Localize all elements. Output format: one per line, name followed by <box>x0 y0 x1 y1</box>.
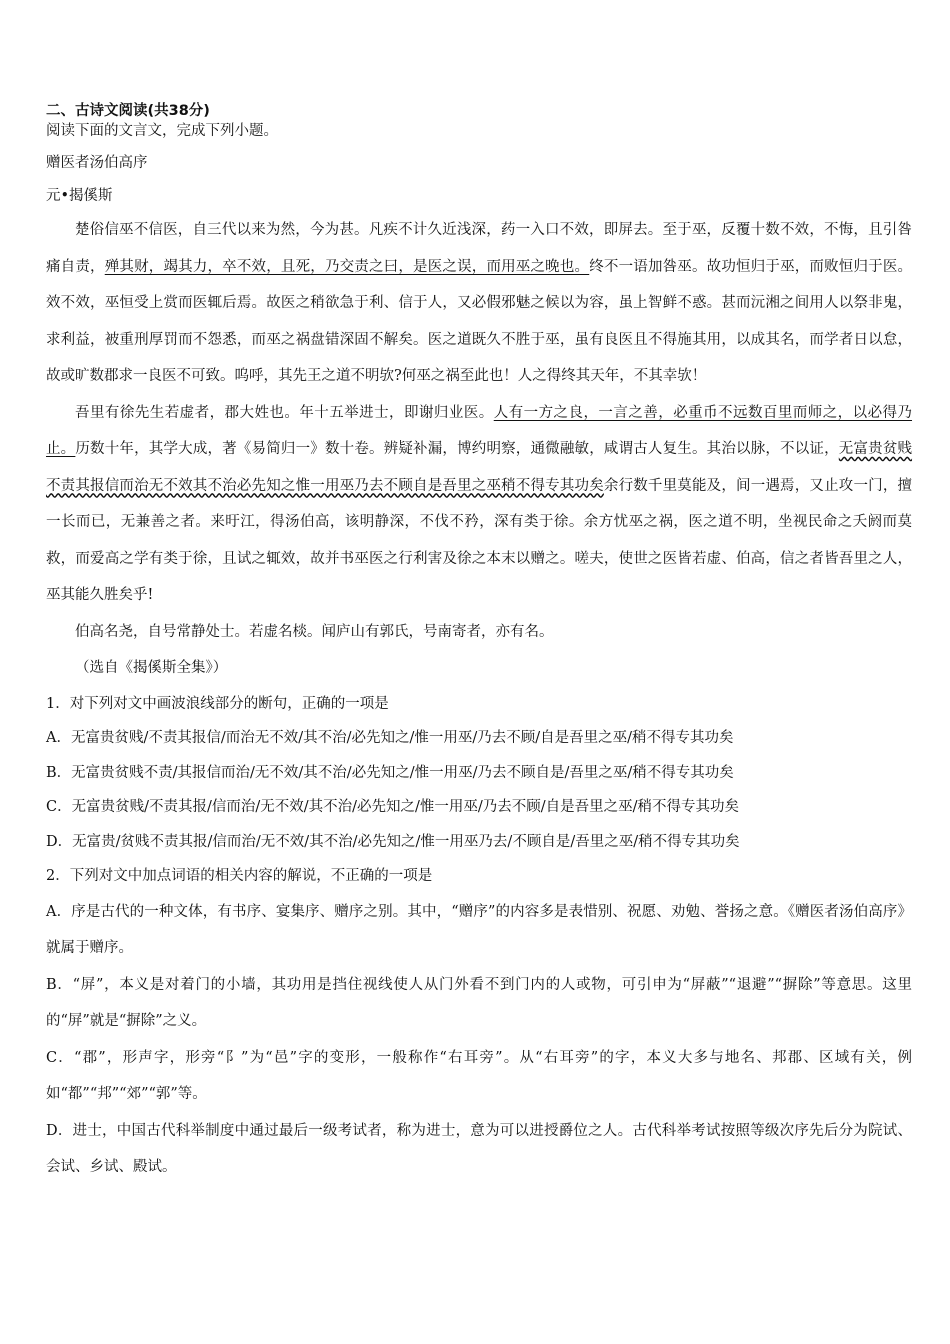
paragraph-1 <box>46 212 912 395</box>
paragraph-2 <box>46 395 912 614</box>
section-title: 二、古诗文阅读(共38分) <box>46 103 210 119</box>
question-1-option-c: C．无富贵贫贱/不责其报/信而治/无不效/其不治/必先知之/惟一用巫/乃去不顾/自是吾里之巫/稍不得专其功矣 <box>46 799 740 815</box>
question-2 <box>46 859 912 1186</box>
question-1-option-b: B．无富贵贫贱不责/其报信而治/无不效/其不治/必先知之/惟一用巫/乃去不顾自是/吾里之巫/稍不得专其功矣 <box>46 764 734 781</box>
question-1-stem: 1．对下列对文中画波浪线部分的断句，正确的一项是 <box>46 695 389 712</box>
underlined-sentence-1: 殚其财，竭其力，卒不效，且死，乃交责之曰，是医之误，而用巫之晚也。 <box>104 258 590 275</box>
question-1-option-a: A．无富贵贫贱/不责其报信/而治无不效/其不治/必先知之/惟一用巫/乃去不顾/自是吾里之巫/稍不得专其功矣 <box>46 730 734 746</box>
question-2-option-d: D．进士，中国古代科举制度中通过最后一级考试者，称为进士，意为可以进授爵位之人。古代科举考试按照等级次序先后分为院试、会试、乡试、殿试。 <box>46 1122 912 1175</box>
article-author: 元•揭傒斯 <box>46 188 113 204</box>
article-title: 赠医者汤伯高序 <box>46 155 148 171</box>
wavy-underlined-passage: 无富贵贫贱不责其报信而治无不效其不治必先知之惟一用巫乃去不顾自是吾里之巫稍不得专其功矣 <box>46 441 913 494</box>
paragraph-1-text-b: 终不一语加咎巫。故功恒归于巫，而败恒归于医。效不效，巫恒受上赏而医辄后焉。故医之稍欲急于利、信于人，又必假邪魅之候以为容，虽上智鲜不惑。甚而沅湘之间用人以祭非鬼，求利益，被重刑厚罚而不怨悉，而巫之祸盘错深固不解矣。医之道既久不胜于巫，虽有良医且不得施其用，以成其名，而学者日以怠，故或旷数郡求一良医不可致。呜呼，其先王之道不明欤?何巫之祸至此也！人之得终其天年，不其幸欤！ <box>46 258 913 384</box>
paragraph-2-text-b: 历数十年，其学大成，著《易简归一》数十卷。辨疑补漏，博约明察，通微融敏，咸谓古人复生。其治以脉，不以证， <box>75 441 839 457</box>
paragraph-1-text-a: 楚俗信巫不信医，自三代以来为然，今为甚。凡疾不计久近浅深，药一入口不效，即屏去。至于巫，反覆十数不效，不悔，且引咎痛自责， <box>46 222 912 275</box>
paragraph-2-text-a: 吾里有徐先生若虚者，郡大姓也。年十五举进士，即谢归业医。 <box>75 404 494 421</box>
question-2-option-a: A．序是古代的一种文体，有书序、宴集序、赠序之别。其中，“赠序”的内容多是表惜别、祝愿、劝勉、誉扬之意。《赠医者汤伯高序》就属于赠序。 <box>46 903 912 956</box>
question-1-option-d: D．无富贵/贫贱不责其报/信而治/无不效/其不治/必先知之/惟一用巫乃去/不顾自是/吾里之巫/稍不得专其功矣 <box>46 833 740 850</box>
paragraph-3: 伯高名尧，自号常静处士。若虚名棪。闻庐山有郭氏，号南寄者，亦有名。 <box>75 623 554 640</box>
question-1 <box>46 687 912 860</box>
underlined-sentence-2: 人有一方之良，一言之善，必重币不远数百里而师之，以必得乃止。 <box>46 404 913 457</box>
question-2-option-b: B．“屏”，本义是对着门的小墙，其功用是挡住视线使人从门外看不到门内的人或物，可引申为“屏蔽”“退避”“摒除”等意思。这里的“屏”就是“摒除”之义。 <box>46 976 912 1029</box>
document-page <box>46 101 912 1186</box>
question-2-option-c: C．“郡”，形声字，形旁“阝”为“邑”字的变形，一般称作“右耳旁”。从“右耳旁”的字，本义大多与地名、邦郡、区域有关，例如“都”“邦”“郊”“郭”等。 <box>46 1049 912 1102</box>
article-passage <box>46 212 912 687</box>
paragraph-2-text-c: 余行数千里莫能及，间一遇焉，又止攻一门，擅一长而已，无兼善之者。来旴江，得汤伯高，该明静深，不伐不矜，深有类于徐。余方忧巫之祸，医之道不明，坐视民命之夭阏而莫救，而爱高之学有类于徐，且试之辄效，故并书巫医之行利害及徐之本末以赠之。嗟夫，使世之医皆若虚、伯高，信之者皆吾里之人，巫其能久胜矣乎! <box>46 477 913 603</box>
reading-instruction: 阅读下面的文言文，完成下列小题。 <box>46 123 278 139</box>
question-2-stem: 2．下列对文中加点词语的相关内容的解说，不正确的一项是 <box>46 868 433 884</box>
article-source: （选自《揭傒斯全集》） <box>75 660 228 676</box>
